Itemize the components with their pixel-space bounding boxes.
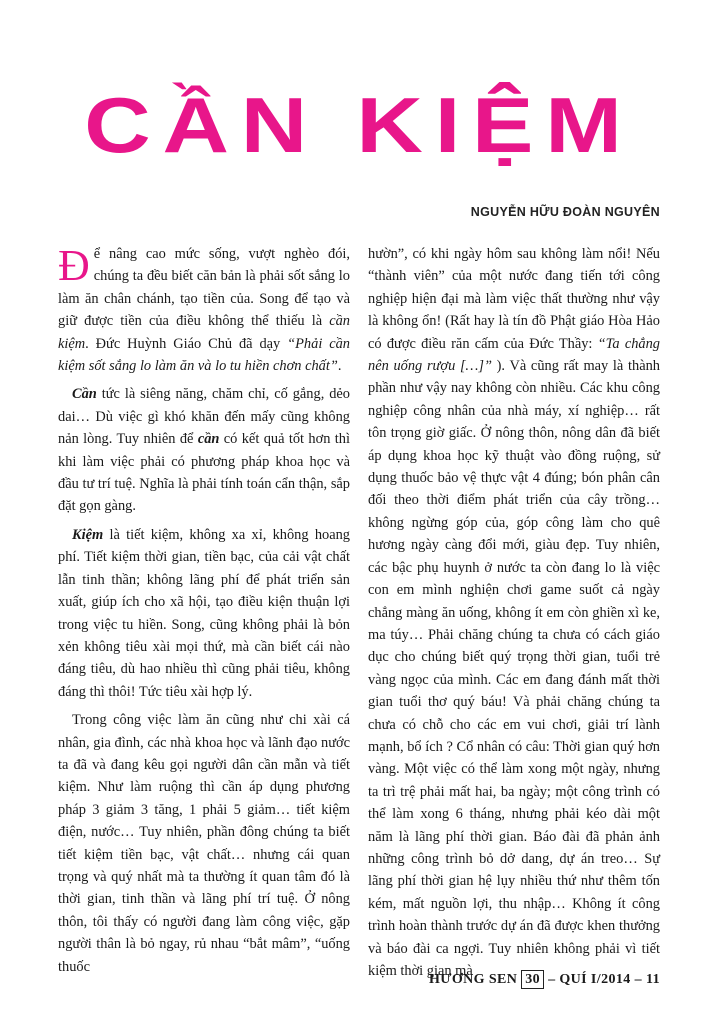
page-footer — [429, 970, 660, 989]
article-title: CẦN KIỆM — [84, 81, 634, 169]
magazine-name: HƯƠNG SEN — [429, 971, 518, 987]
left-column — [58, 243, 350, 978]
issue-period: – QUÍ I/2014 – — [548, 971, 642, 987]
page-number: 11 — [645, 971, 660, 987]
paragraph-intro: Để nâng cao mức sống, vượt nghèo đói, chúng ta đều biết căn bản là phải sốt sắng lo làm ăn chân chánh, tạo tiền của. Song để tạo và giữ được tiền của điều không thể thiếu là cần kiệm. Đức Huỳnh Giáo Chủ đã dạy “Phải cần kiệm sốt sắng lo làm ăn và lo tu hiền chơn chất”. — [58, 241, 350, 375]
drop-cap: Đ — [58, 241, 90, 290]
right-column — [368, 243, 660, 982]
paragraph-work: Trong công việc làm ăn cũng như chi xài cá nhân, gia đình, các nhà khoa học và lãnh đạo nước ta đã và đang kêu gọi người dân cần mẫn và tiết kiệm. Như làm ruộng thì cần áp dụng phương pháp 3 giảm 3 tăng, 1 phải 5 giảm… tiết kiệm điện, nước… Tuy nhiên, phần đông chúng ta biết tiết kiệm tiền bạc, vật chất… nhưng cái quan trọng và quý nhất mà ta thường ít quan tâm đó là thời gian, tinh thần và lãng phí trí tuệ. Ở nông thôn, tôi thấy có người đang làm công việc, gặp người thân là bỏ ngay, rủ nhau “bắt mâm”, “uống thuốc — [58, 712, 350, 975]
paragraph-continued: hườn”, có khi ngày hôm sau không làm nổi! Nếu “thành viên” của một nước đang tiến tới công nghiệp hiện đại mà làm việc thất thường như vậy là không ổn! (Rất hay là tín đồ Phật giáo Hòa Hảo có được điều răn cấm của Đức Thầy: “Ta chẳng nên uống rượu […]” ). Và cũng rất may là thành phần như vậy nay không còn nhiều. Các khu công nghiệp công nhân của nhà máy, xí nghiệp… rất tôn trọng giờ giấc. Ở nông thôn, nông dân đã biết áp dụng khoa học kỹ thuật vào đồng ruộng, sử dụng thuốc bảo vệ thực vật 4 đúng; bón phân cân đối theo thời điểm phát triển của cây trồng… không ngừng góp của, góp công làm cho quê hương ngày càng đổi mới, giàu đẹp. Tuy nhiên, các bậc phụ huynh ở nước ta còn đang lo là việc con em mình nghiện chơi game suốt cả ngày chẳng màng ăn uống, không ít em còn ghiền xì ke, ma túy… Phải chăng chúng ta chưa có cách giáo dục cho chúng biết quý trọng thời gian, tuổi trẻ vàng ngọc của mình. Các em đang đánh mất thời gian tuổi thơ quý báu! Và phải chăng chúng ta chưa có chỗ cho các em vui chơi, giải trí lành mạnh, bổ ích ? Cổ nhân có câu: Thời gian quý hơn vàng. Một việc có thể làm xong một ngày, nhưng ta trì trệ phải mất hai, ba ngày; một công trình có thể làm xong 6 tháng, nhưng phải kéo dài một năm là lãng phí thời gian. Báo đài đã phản ảnh những công trình bỏ dở dang, dự án treo… Sự lãng phí thời gian hệ lụy nhiều thứ như thêm tốn kém, mất nguồn lợi, thu nhập… Không ít công trình hoàn thành trước dự án đã được khen thưởng và báo đài ca ngợi. Tuy nhiên không phải vì tiết kiệm thời gian mà — [368, 246, 660, 979]
paragraph-can: Cần tức là siêng năng, chăm chỉ, cố gắng, dẻo dai… Dù việc gì khó khăn đến mấy cũng không nản lòng. Tuy nhiên để cần có kết quả tốt hơn thì khi làm việc phải có phương pháp khoa học và đầu tư trí tuệ. Nghĩa là phải tính toán cẩn thận, sắp đặt gọn gàng. — [58, 386, 350, 515]
issue-number: 30 — [521, 970, 544, 989]
paragraph-kiem: Kiệm là tiết kiệm, không xa xỉ, không hoang phí. Tiết kiệm thời gian, tiền bạc, của cải vật chất lẫn tinh thần; không lãng phí để phát triển sản xuất, giúp ích cho xã hội, tạo điều kiện thuận lợi trong việc tu hiền. Song, cũng không phải là bỏn xẻn không tiêu xài mọi thứ, mà cần biết cái nào đáng tiêu, dù hao nhiều thì cũng phải tiêu, không đáng thì thôi! Tức tiêu xài hợp lý. — [58, 526, 350, 700]
author-name: NGUYỄN HỮU ĐOÀN NGUYÊN — [470, 205, 660, 219]
